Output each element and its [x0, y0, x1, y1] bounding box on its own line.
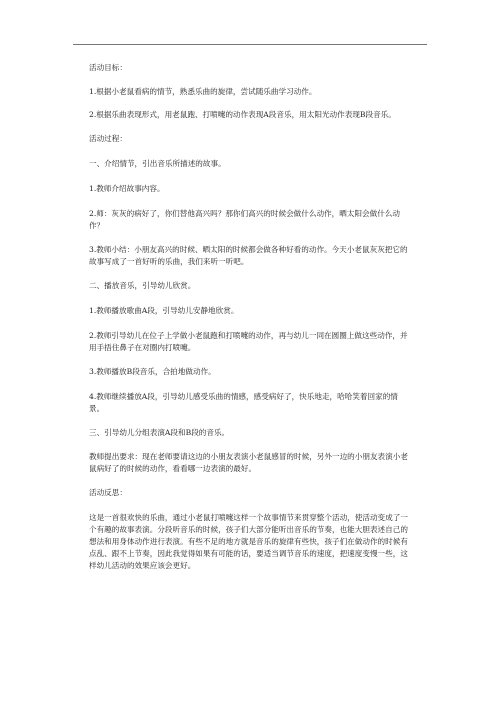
step-1-2: 2.师：灰灰的病好了，你们替他高兴吗？那你们高兴的时候会做什么动作，晒太阳会做什么动作？ [89, 209, 400, 230]
heading-activity-reflection: 活动反思： [89, 488, 127, 497]
step-2-4: 4.教师继续播放A段，引导幼儿感受乐曲的情感，感受病好了，快乐地走，哈哈笑着回家的情景。 [89, 392, 398, 413]
step-2-1: 1.教师播放歌曲A段，引导幼儿安静地欣赏。 [89, 306, 239, 315]
heading-activity-process: 活动过程： [89, 134, 127, 143]
step-3-requirement: 教师提出要求：现在老师要请这边的小朋友表演小老鼠感冒的时候，另外一边的小朋友表演小老鼠病好了的时候的动作，看看哪一边表演的最好。 [89, 452, 408, 473]
document-body [89, 62, 411, 572]
section-heading-3: 三、引导幼儿分组表演A段和B段的音乐。 [89, 428, 230, 437]
reflection-paragraph: 这是一首很欢快的乐曲，通过小老鼠打喷嚏这样一个故事情节来贯穿整个活动，使活动变成了一个有趣的故事表演。分段听音乐的时候，孩子们大部分能听出音乐的节奏，也能大胆表述自己的想法和用身体动作进行表演。有些不足的地方就是音乐的旋律有些快，孩子们在做动作的时候有点乱、跟不上节奏，因此我觉得如果有可能的话，要适当调节音乐的速度，把速度变慢一些，这样幼儿活动的效果应该会更好。 [89, 513, 408, 570]
step-1-3: 3.教师小结：小朋友高兴的时候、晒太阳的时候都会做各种好看的动作。今天小老鼠灰灰把它的故事写成了一首好听的乐曲，我们来听一听吧。 [89, 245, 408, 266]
header-rule [73, 44, 427, 45]
goal-item-1: 1.根据小老鼠看病的情节，熟悉乐曲的旋律，尝试随乐曲学习动作。 [89, 87, 317, 96]
step-1-1: 1.教师介绍故事内容。 [89, 184, 165, 193]
heading-activity-goals: 活动目标： [89, 63, 127, 72]
step-2-2: 2.教师引导幼儿在位子上学做小老鼠跑和打喷嚏的动作，再与幼儿一同在圆圈上做这些动作，并用手捂住鼻子在对圈内打喷嚏。 [89, 331, 408, 352]
goal-item-2: 2.根据乐曲表现形式，用老鼠跑、打喷嚏的动作表现A段音乐，用太阳光动作表现B段音乐。 [89, 110, 396, 119]
step-2-3: 3.教师播放B段音乐，合拍地做动作。 [89, 367, 216, 376]
section-heading-2: 二、播放音乐，引导幼儿欣赏。 [89, 281, 196, 290]
section-heading-1: 一、介绍情节，引出音乐所描述的故事。 [89, 159, 226, 168]
